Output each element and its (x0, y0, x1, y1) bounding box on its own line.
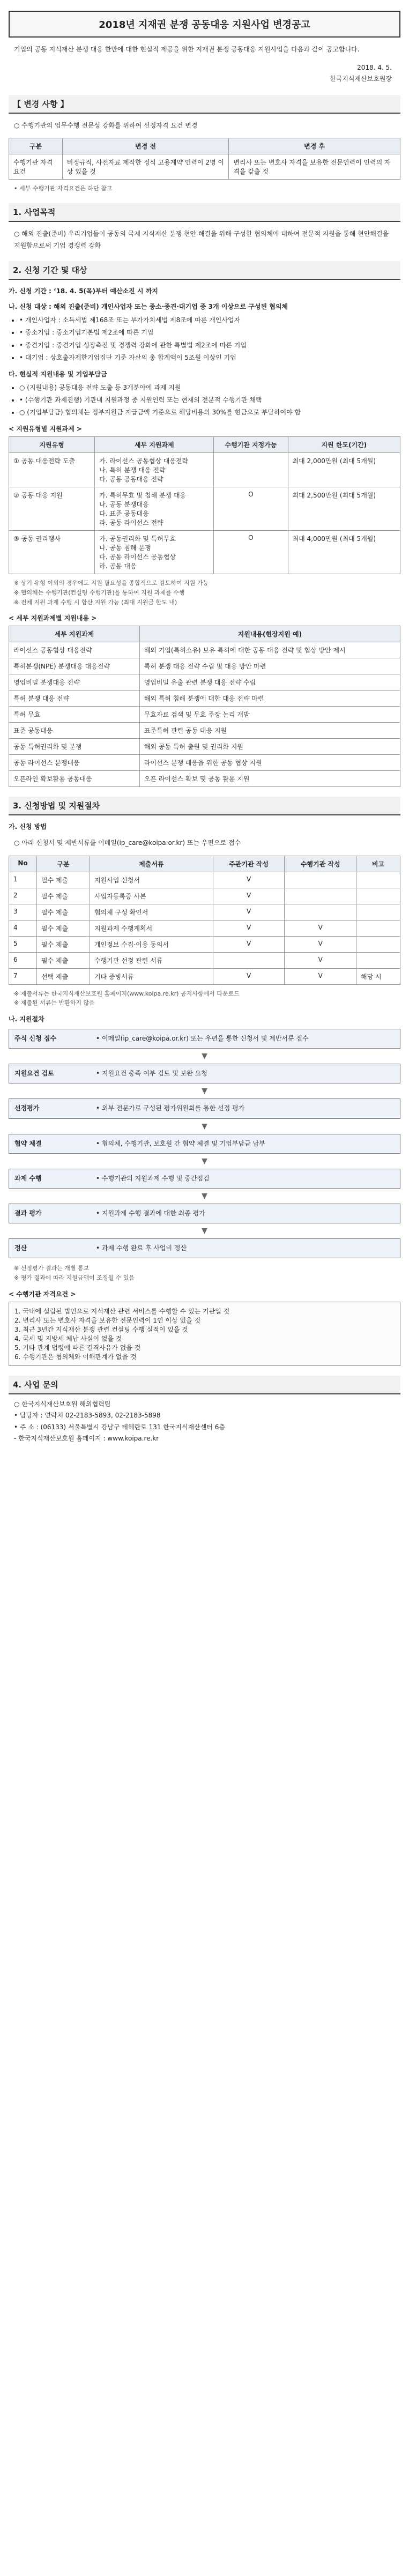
support-type-cell: ③ 공동 권리행사 (9, 531, 95, 574)
flow-step (9, 1134, 400, 1154)
arrow-down-icon: ▼ (202, 1122, 207, 1131)
table-row (9, 739, 400, 755)
apply-target: 나. 신청 대상 : 해외 진출(준비) 개인사업자 또는 중소·중견·대기업 중 3개 이상으로 구성된 협의체 (9, 303, 288, 311)
flow-step (9, 1169, 400, 1189)
support-limit-cell: 최대 2,500만원 (최대 5개월) (288, 487, 400, 531)
detail-desc: 오픈 라이선스 확보 및 공동 활용 지원 (139, 771, 400, 787)
docs-th-1: 구분 (36, 856, 90, 872)
support-limit-cell: 최대 2,000만원 (최대 5개월) (288, 453, 400, 487)
table-row (9, 952, 400, 968)
change-cell-1: 비정규직, 사전자료 제작한 정식 고용계약 인력이 2명 이상 있을 것 (62, 154, 228, 180)
doc-type: 필수 제출 (36, 936, 90, 952)
doc-type: 필수 제출 (36, 872, 90, 888)
flow-desc: • 수행기관의 지원과제 수행 및 중간점검 (96, 1174, 210, 1182)
table-row (9, 920, 400, 936)
detail-task: 특허 분쟁 대응 전략 (9, 691, 140, 707)
table-row (9, 723, 400, 739)
flow-title: 나. 지원절차 (9, 1015, 44, 1023)
table-row (9, 674, 400, 691)
table-row (9, 707, 400, 723)
flow-key: 선정평가 (14, 1104, 40, 1112)
detail-desc: 해외 공동 특허 출원 및 권리화 지원 (139, 739, 400, 755)
table-row (9, 771, 400, 787)
doc-note: 해당 시 (356, 968, 400, 984)
change-th-0: 구분 (9, 138, 63, 154)
doc-host: V (213, 888, 285, 904)
change-th-1: 변경 전 (62, 138, 228, 154)
doc-name: 수행기관 선정 관련 서류 (90, 952, 213, 968)
support-label: 다. 현실적 지원내용 및 기업부담금 (9, 370, 107, 378)
support-item: • • (수행기관 과제진행) 기관내 지원과정 중 지원인력 또는 현재의 전문적 수행기관 채택 (19, 395, 395, 405)
doc-org: V (285, 968, 356, 984)
qualification-title: < 수행기관 자격요건 > (9, 1290, 76, 1298)
detail-task: 영업비밀 분쟁대응 전략 (9, 674, 140, 691)
doc-host: V (213, 920, 285, 936)
change-row (9, 154, 400, 180)
support-task-cell: 가. 특허무효 및 침해 분쟁 대응 나. 공동 분쟁대응 다. 표준 공동대응 라. 공동 라이선스 전략 (95, 487, 214, 531)
docs-th-0: No (9, 856, 37, 872)
detail-table-title: < 세부 지원과제별 지원내용 > (9, 614, 97, 622)
change-note: • 세부 수행기관 자격요건은 하단 참고 (14, 185, 113, 192)
doc-name: 개인정보 수집·이용 동의서 (90, 936, 213, 952)
flow-desc: • 협의체, 수행기관, 보호원 간 협약 체결 및 기업부담금 납부 (96, 1139, 265, 1147)
change-th-2: 변경 후 (229, 138, 400, 154)
issuing-org: 한국지식재산보호원장 (330, 75, 392, 83)
support-th-0: 지원유형 (9, 437, 95, 453)
flow-desc: • 외부 전문가로 구성된 평가위원회를 통한 선정 평가 (96, 1104, 245, 1112)
flow-key: 과제 수행 (14, 1174, 42, 1182)
section-3-header: 3. 신청방법 및 지원절차 (9, 797, 400, 815)
detail-task: 특허 무효 (9, 707, 140, 723)
detail-th-0: 세부 지원과제 (9, 626, 140, 642)
table-row (9, 936, 400, 952)
doc-host: V (213, 968, 285, 984)
flow-step (9, 1204, 400, 1223)
flow-step (9, 1064, 400, 1083)
table-row (9, 658, 400, 674)
arrow-down-icon: ▼ (202, 1191, 207, 1200)
intro-paragraph: 기업의 공동 지식재산 분쟁 대응 한만에 대한 현실적 제공을 위한 지재권 분쟁 공동대응 지원사업을 다음과 같이 공고합니다. (14, 46, 360, 53)
change-cell-2: 변리사 또는 변호사 자격을 보유한 전문인력이 인력의 자격을 갖출 것 (229, 154, 400, 180)
doc-org: V (285, 920, 356, 936)
support-org-cell: O (214, 487, 288, 531)
arrow-down-icon: ▼ (202, 1227, 207, 1236)
doc-note (356, 920, 400, 936)
flow-note: ※ 평가 결과에 따라 지원금액이 조정될 수 있음 (14, 1274, 135, 1281)
doc-name: 협의체 구성 확인서 (90, 904, 213, 920)
detail-desc: 특허 분쟁 대응 전략 수립 및 대응 방안 마련 (139, 658, 400, 674)
support-org-cell (214, 453, 288, 487)
doc-type: 필수 제출 (36, 904, 90, 920)
signature-block (9, 62, 392, 85)
change-lead: ○ 수행기관의 업무수행 전문성 강화를 위하여 선정자격 요건 변경 (14, 121, 198, 129)
detail-task: 오픈라인 확보활용 공동대응 (9, 771, 140, 787)
section-4-header: 4. 사업 문의 (9, 1376, 400, 1394)
contact-line: - 한국지식재산보호원 홈페이지 : www.koipa.re.kr (14, 1435, 159, 1443)
target-item: • • 중소기업 : 중소기업기본법 제2조에 따른 기업 (19, 328, 395, 338)
flow-desc: • 이메일(ip_care@koipa.or.kr) 또는 우편을 통한 신청서 및 제반서류 접수 (96, 1035, 309, 1043)
support-type-table (9, 436, 400, 574)
target-item: • • 대기업 : 상호출자제한기업집단 기준 자산의 총 합계액이 5조원 이상인 기업 (19, 353, 395, 363)
docs-note: ※ 제출서류는 한국지식재산보호원 홈페이지(www.koipa.re.kr) 공지사항에서 다운로드 (14, 990, 240, 997)
support-type-cell: ① 공동 대응전략 도출 (9, 453, 95, 487)
doc-no: 2 (9, 888, 37, 904)
doc-type: 선택 제출 (36, 968, 90, 984)
doc-org (285, 904, 356, 920)
apply-method-label: 가. 신청 방법 (9, 823, 47, 831)
doc-org (285, 872, 356, 888)
docs-note: ※ 제출된 서류는 반환하지 않음 (14, 999, 95, 1007)
table-row (9, 904, 400, 920)
contact-block (14, 1399, 395, 1445)
table-row (9, 453, 400, 487)
support-note: ※ 협의체는 수행기관(컨설팅 수행기관)을 통하여 지원 과제를 수행 (14, 589, 185, 597)
detail-task: 라이선스 공동협상 대응전략 (9, 642, 140, 658)
detail-task: 공동 라이선스 분쟁대응 (9, 755, 140, 771)
qualification-item: 6. 수행기관은 협의체와 이해관계가 없을 것 (14, 1353, 137, 1361)
doc-no: 6 (9, 952, 37, 968)
doc-note (356, 952, 400, 968)
flow-key: 지원요건 검토 (14, 1070, 54, 1078)
doc-org: V (285, 952, 356, 968)
arrow-down-icon: ▼ (202, 1087, 207, 1096)
table-row (9, 755, 400, 771)
doc-org: V (285, 936, 356, 952)
flow-desc: • 과제 수행 완료 후 사업비 정산 (96, 1244, 187, 1252)
flow-desc: • 지원요건 충족 여부 검토 및 보완 요청 (96, 1070, 207, 1078)
qualification-item: 1. 국내에 설립된 법인으로 지식재산 관련 서비스를 수행할 수 있는 기관일 것 (14, 1307, 230, 1315)
arrow-down-icon: ▼ (202, 1052, 207, 1061)
docs-th-5: 비고 (356, 856, 400, 872)
detail-desc: 영업비밀 유출 관련 분쟁 대응 전략 수립 (139, 674, 400, 691)
docs-th-3: 주관기관 작성 (213, 856, 285, 872)
support-type-cell: ② 공동 대응 지원 (9, 487, 95, 531)
detail-task: 공동 특허권리화 및 분쟁 (9, 739, 140, 755)
qualification-item: 5. 기타 관계 법령에 따른 결격사유가 없을 것 (14, 1343, 141, 1352)
flow-step (9, 1098, 400, 1118)
doc-note (356, 936, 400, 952)
apply-period: 가. 신청 기간 : ‘18. 4. 5(목)부터 예산소진 시 까지 (9, 287, 158, 295)
support-task-cell: 가. 라이선스 공동협상 대응전략 나. 특허 분쟁 대응 전략 다. 공동 공동대응 전략 (95, 453, 214, 487)
table-row (9, 872, 400, 888)
support-task-cell: 가. 공동권리화 및 특허무효 나. 공동 침해 분쟁 다. 공동 라이선스 공동협상 라. 공동 대응 (95, 531, 214, 574)
doc-host: V (213, 872, 285, 888)
support-flow (9, 1029, 400, 1258)
contact-line: • 주 소 : (06133) 서울특별시 강남구 테헤란로 131 한국지식재산센터 6층 (14, 1423, 225, 1431)
doc-org (285, 888, 356, 904)
detail-task: 표준 공동대응 (9, 723, 140, 739)
doc-name: 지원사업 신청서 (90, 872, 213, 888)
flow-notes (14, 1264, 395, 1282)
section-2-header: 2. 신청 기간 및 대상 (9, 261, 400, 280)
qualification-box (9, 1302, 400, 1366)
support-note: ※ 전체 지원 과제 수행 시 합산 지원 가능 (최대 지원금 한도 내) (14, 598, 177, 606)
support-item: • ○ (기업부담금) 협의체는 정부지원금 지급금액 기준으로 해당비용의 30%를 현금으로 부담하여야 함 (19, 407, 395, 418)
doc-host: V (213, 904, 285, 920)
flow-key: 주식 신청 접수 (14, 1035, 56, 1043)
flow-key: 협약 체결 (14, 1139, 42, 1147)
doc-host (213, 952, 285, 968)
detail-desc: 무효자료 검색 및 무효 주장 논리 개발 (139, 707, 400, 723)
doc-note (356, 872, 400, 888)
support-limit-cell: 최대 4,000만원 (최대 5개월) (288, 531, 400, 574)
target-item: • • 중견기업 : 중견기업 성장촉진 및 경쟁력 강화에 관한 특별법 제2조에 따른 기업 (19, 340, 395, 351)
qualification-item: 4. 국세 및 지방세 체납 사실이 없을 것 (14, 1334, 122, 1342)
doc-type: 필수 제출 (36, 952, 90, 968)
contact-line: ○ 한국지식재산보호원 해외협력팀 (14, 1400, 111, 1408)
doc-note (356, 888, 400, 904)
table-row (9, 691, 400, 707)
table-row (9, 968, 400, 984)
doc-no: 4 (9, 920, 37, 936)
qualification-item: 3. 최근 3년간 지식재산 분쟁 관련 컨설팅 수행 실적이 있을 것 (14, 1325, 188, 1333)
section-1-header: 1. 사업목적 (9, 203, 400, 222)
section-1-text: ○ 해외 진출(준비) 우리기업들이 공동의 국제 지식재산 분쟁 현안 해결을 위해 구성한 협의체에 대하여 전문적 지원을 통해 현안해결을 지원함으로써 기업 경쟁력 강화 (14, 229, 389, 249)
doc-no: 5 (9, 936, 37, 952)
table-row (9, 531, 400, 574)
doc-note (356, 904, 400, 920)
flow-key: 결과 평가 (14, 1209, 42, 1217)
contact-line: • 담당자 : 연락처 02-2183-5893, 02-2183-5898 (14, 1412, 161, 1420)
page-title: 2018년 지재권 분쟁 공동대응 지원사업 변경공고 (9, 11, 400, 38)
table-row (9, 642, 400, 658)
doc-no: 3 (9, 904, 37, 920)
qualification-item: 2. 변리사 또는 변호사 자격을 보유한 전문인력이 1인 이상 있을 것 (14, 1316, 201, 1324)
change-table (9, 138, 400, 180)
doc-name: 지원과제 수행계획서 (90, 920, 213, 936)
detail-task: 특허분쟁(NPE) 분쟁대응 대응전략 (9, 658, 140, 674)
detail-desc: 라이선스 분쟁 대응을 위한 공동 협상 지원 (139, 755, 400, 771)
documents-table (9, 856, 400, 985)
doc-no: 7 (9, 968, 37, 984)
docs-th-4: 수행기관 작성 (285, 856, 356, 872)
support-notes (14, 578, 395, 607)
detail-desc: 해외 기업(특허소유) 보유 특허에 대한 공동 대응 전략 및 협상 방안 제시 (139, 642, 400, 658)
target-item: • • 개인사업자 : 소득세법 제168조 또는 부가가치세법 제8조에 따른 개인사업자 (19, 315, 395, 325)
support-note: ※ 상기 유형 이외의 경우에도 지원 필요성을 종합적으로 검토하여 지원 가능 (14, 580, 209, 587)
table-row (9, 888, 400, 904)
docs-notes (14, 989, 395, 1008)
support-org-cell: O (214, 531, 288, 574)
change-section-header: 【 변경 사항 】 (9, 95, 400, 114)
flow-note: ※ 선정평가 결과는 개별 통보 (14, 1265, 90, 1272)
flow-key: 정산 (14, 1244, 27, 1252)
doc-name: 기타 증빙서류 (90, 968, 213, 984)
doc-type: 필수 제출 (36, 888, 90, 904)
change-cell-0: 수행기관 자격요건 (9, 154, 63, 180)
detail-table (9, 626, 400, 787)
target-list (19, 315, 395, 363)
flow-step (9, 1029, 400, 1049)
detail-desc: 표준특허 관련 공동 대응 지원 (139, 723, 400, 739)
doc-host: V (213, 936, 285, 952)
announcement-date: 2018. 4. 5. (357, 63, 392, 71)
flow-step (9, 1238, 400, 1258)
support-th-1: 세부 지원과제 (95, 437, 214, 453)
support-th-3: 지원 한도(기간) (288, 437, 400, 453)
apply-method-text: ○ 아래 신청서 및 제반서류를 이메일(ip_care@koipa.or.kr) 또는 우편으로 접수 (14, 839, 241, 847)
docs-th-2: 제출서류 (90, 856, 213, 872)
arrow-down-icon: ▼ (202, 1156, 207, 1165)
flow-desc: • 지원과제 수행 결과에 대한 최종 평가 (96, 1209, 205, 1217)
detail-desc: 해외 특허 침해 분쟁에 대한 대응 전략 마련 (139, 691, 400, 707)
detail-th-1: 지원내용(현장지원 예) (139, 626, 400, 642)
doc-no: 1 (9, 872, 37, 888)
support-item: • ○ (지원내용) 공동대응 전략 도출 등 3개분야에 과제 지원 (19, 383, 395, 393)
table-row (9, 487, 400, 531)
support-th-2: 수행기관 지정가능 (214, 437, 288, 453)
support-type-table-title: < 지원유형별 지원과제 > (9, 425, 82, 433)
doc-name: 사업자등록증 사본 (90, 888, 213, 904)
doc-type: 필수 제출 (36, 920, 90, 936)
support-list (19, 383, 395, 418)
